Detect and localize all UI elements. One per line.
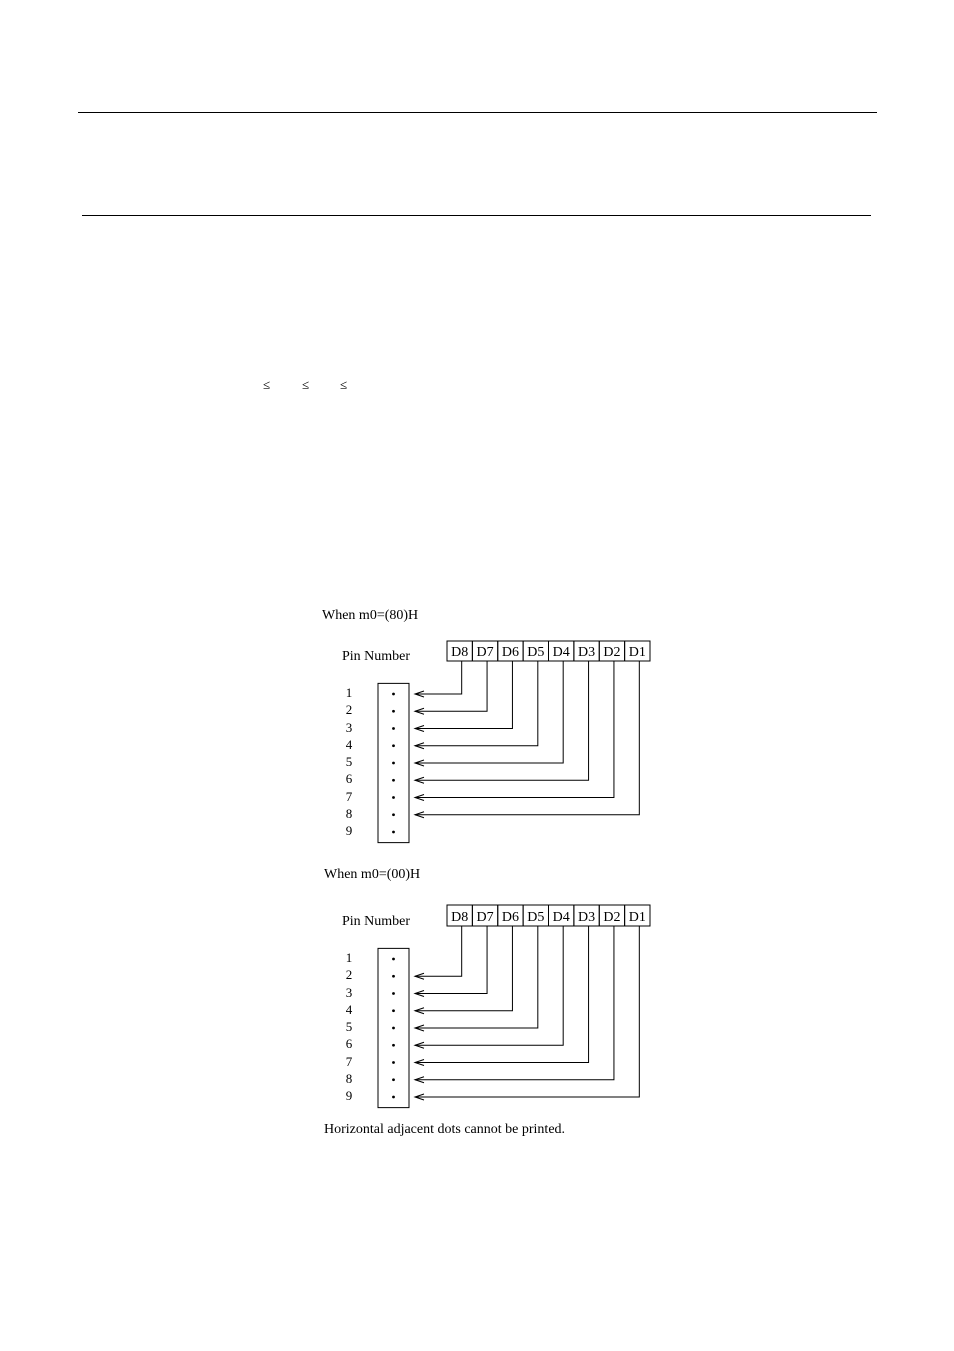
pin-number-5: 5 (345, 1019, 353, 1034)
diagram-caption: When m0=(80)H (322, 608, 419, 623)
bit-label-d3: D3 (578, 645, 596, 660)
pin-number-4: 4 (345, 1001, 353, 1017)
pin-number-3: 3 (345, 719, 353, 735)
pin-dot-9 (392, 1096, 395, 1099)
pin-number-8: 8 (345, 805, 353, 821)
bit-label-d5: D5 (527, 645, 545, 660)
bit-label-d6: D6 (501, 645, 519, 660)
pin-number-3: 3 (345, 984, 353, 1000)
connector-d4 (415, 926, 563, 1045)
bit-label-d3: D3 (578, 910, 596, 925)
connector-d1 (415, 926, 639, 1097)
pin-dot-4 (392, 1009, 395, 1012)
pin-dot-2 (392, 975, 395, 978)
pin-number-5: 5 (345, 754, 353, 769)
pin-number-1: 1 (345, 950, 353, 965)
pin-number-8: 8 (345, 1070, 353, 1086)
pin-number-label: Pin Number (342, 914, 411, 929)
pin-number-6: 6 (345, 1036, 353, 1052)
bit-label-d7: D7 (476, 645, 494, 660)
pin-dot-7 (392, 1061, 395, 1064)
pin-number-9: 9 (345, 1088, 353, 1103)
pin-dot-5 (392, 1027, 395, 1030)
bit-label-d2: D2 (603, 645, 621, 660)
bit-label-d4: D4 (552, 645, 570, 660)
connector-d3 (415, 926, 589, 1063)
connector-d7 (415, 926, 487, 994)
pin-number-2: 2 (345, 702, 353, 718)
leq-symbol-3: ≤ (340, 377, 348, 392)
bit-label-d4: D4 (552, 910, 570, 925)
pin-dot-8 (392, 1078, 395, 1081)
bit-label-d8: D8 (451, 910, 469, 925)
pin-dot-1 (392, 958, 395, 961)
bit-label-d7: D7 (476, 910, 494, 925)
bit-label-d2: D2 (603, 910, 621, 925)
pin-number-2: 2 (345, 967, 353, 983)
connector-d5 (415, 926, 538, 1028)
pin-number-9: 9 (345, 823, 353, 838)
bit-label-d5: D5 (527, 910, 545, 925)
connector-d2 (415, 926, 614, 1080)
pin-dot-3 (392, 992, 395, 995)
connector-d8 (415, 926, 462, 976)
pin-number-6: 6 (345, 771, 353, 787)
diagram-note: Horizontal adjacent dots cannot be printed. (324, 1122, 566, 1137)
bit-label-d1: D1 (628, 910, 646, 925)
bit-label-d1: D1 (628, 645, 646, 660)
pin-dot-6 (392, 1044, 395, 1047)
pin-number-1: 1 (345, 685, 353, 700)
leq-symbol-1: ≤ (263, 377, 271, 392)
pin-number-7: 7 (345, 1053, 353, 1069)
connector-d6 (415, 926, 512, 1011)
pin-number-label: Pin Number (342, 649, 411, 664)
leq-symbol-2: ≤ (302, 377, 310, 392)
diagram-caption: When m0=(00)H (324, 867, 421, 882)
pin-number-7: 7 (345, 788, 353, 804)
bit-label-d6: D6 (501, 910, 519, 925)
pin-number-4: 4 (345, 736, 353, 752)
bit-label-d8: D8 (451, 645, 469, 660)
